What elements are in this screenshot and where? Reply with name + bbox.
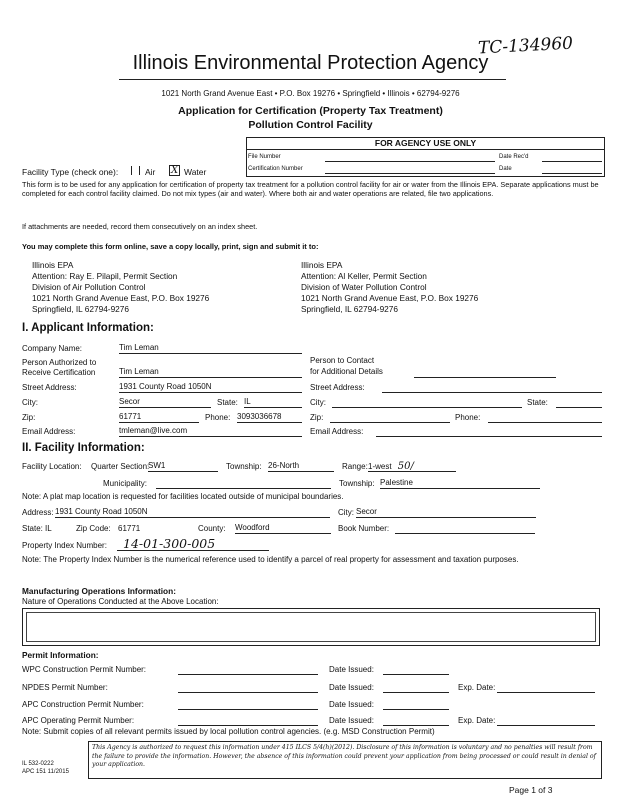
facility-type-label: Facility Type (check one): (22, 167, 119, 177)
book-number-field[interactable] (395, 523, 535, 534)
zip2-label: Zip: (310, 413, 324, 422)
pin-note: Note: The Property Index Number is the numerical reference used to identify a parcel of real property for assessment and taxation purposes. (22, 555, 519, 564)
contact-label-2: for Additional Details (310, 367, 383, 376)
apc-construction-date-label: Date Issued: (329, 700, 374, 709)
pin-label: Property Index Number: (22, 541, 107, 550)
state-label: State: (217, 398, 238, 407)
pin-handwriting: 14-01-300-005 (123, 536, 216, 551)
date-recd-label: Date Rec'd (499, 154, 529, 160)
handwritten-id: TC-134960 (477, 33, 574, 59)
email2-field[interactable] (376, 426, 602, 437)
city-field[interactable]: Secor (119, 397, 211, 408)
state2-label: State: (527, 398, 548, 407)
page-number: Page 1 of 3 (509, 785, 553, 795)
air-address-line: Attention: Ray E. Pilapil, Permit Section (32, 271, 178, 281)
facility-location-label: Facility Location: (22, 462, 82, 471)
apc-construction-field[interactable] (178, 699, 318, 710)
zip-field[interactable]: 61771 (119, 412, 199, 423)
agency-title: Illinois Environmental Protection Agency (132, 52, 489, 74)
disclaimer-box (88, 741, 602, 779)
permit-note: Note: Submit copies of all relevant permits issued by local pollution control agencies. (e.g. MSD Construction Permit) (22, 727, 435, 736)
file-number-label: File Number (248, 154, 281, 160)
authorized-person-field[interactable]: Tim Leman (119, 367, 302, 378)
air-address-line: Springfield, IL 62794-9276 (32, 304, 130, 314)
npdes-permit-label: NPDES Permit Number: (22, 683, 108, 692)
city-label: City: (22, 398, 38, 407)
water-address-line: Springfield, IL 62794-9276 (301, 304, 399, 314)
county-label: County: (198, 524, 226, 533)
municipality-field[interactable] (156, 478, 331, 489)
phone-field[interactable]: 3093036678 (237, 412, 302, 423)
nature-of-operations-label: Nature of Operations Conducted at the Above Location: (22, 597, 219, 606)
submit-instructions: You may complete this form online, save a copy locally, print, sign and submit it to: (22, 242, 319, 251)
agency-use-label: FOR AGENCY USE ONLY (247, 138, 604, 150)
intro-paragraph: This form is to be used for any application for certification of property tax treatment for a pollution control facility for air or water from the Illinois EPA. Separate applications must be completed for each control facility claimed. Do not mix types (air and water). Where both air and water operations are related, file two applications. (22, 180, 599, 198)
disclaimer-text: This Agency is authorized to request this information under 415 ILCS 5/4(h)(2012). Disclosure of this information is voluntary and no penalties will result from the failure to provide the information. However, the absence of this information could prevent your application from being processed or could result in denial of your application. (92, 744, 596, 769)
township-p-field[interactable]: Palestine (380, 478, 540, 489)
air-address-line: 1021 North Grand Avenue East, P.O. Box 19276 (32, 293, 210, 303)
zip-label: Zip: (22, 413, 36, 422)
apc-construction-label: APC Construction Permit Number: (22, 700, 144, 709)
section1-title: I. Applicant Information: (22, 322, 154, 334)
air-address-block (32, 260, 209, 315)
company-name-label: Company Name: (22, 344, 83, 353)
auth-label-2: Receive Certification (22, 368, 96, 377)
email-label: Email Address: (22, 427, 76, 436)
apc-operating-date-label: Date Issued: (329, 716, 374, 725)
range-value: 1-west (368, 462, 392, 471)
date-label: Date (499, 166, 512, 172)
npdes-exp-field[interactable] (497, 682, 595, 693)
street2-field[interactable] (382, 382, 602, 393)
quarter-section-field[interactable]: SW1 (148, 461, 218, 472)
nature-of-operations-input[interactable] (22, 608, 600, 646)
contact-person-field[interactable] (414, 367, 556, 378)
quarter-section-label: Quarter Section: (91, 462, 150, 471)
wpc-date-label: Date Issued: (329, 665, 374, 674)
air-checkbox[interactable] (131, 166, 140, 175)
permit-title: Permit Information: (22, 650, 99, 660)
state2-field[interactable] (556, 397, 602, 408)
facility-city-field[interactable]: Secor (356, 507, 536, 518)
wpc-date-field[interactable] (383, 664, 449, 675)
range-handwriting: 50/ (397, 461, 414, 472)
apc-operating-label: APC Operating Permit Number: (22, 716, 135, 725)
county-field[interactable]: Woodford (235, 523, 331, 534)
auth-label-1: Person Authorized to (22, 358, 97, 367)
apc-operating-exp-field[interactable] (497, 715, 595, 726)
air-address-line: Division of Air Pollution Control (32, 282, 146, 292)
water-address-line: Illinois EPA (301, 260, 343, 270)
phone2-field[interactable] (488, 412, 602, 423)
facility-address-field[interactable]: 1931 County Road 1050N (55, 507, 330, 518)
apc-operating-date-field[interactable] (383, 715, 449, 726)
form-subtitle: Pollution Control Facility (248, 119, 373, 131)
contact-label-1: Person to Contact (310, 356, 375, 365)
street2-label: Street Address: (310, 383, 365, 392)
air-address-line: Illinois EPA (32, 260, 74, 270)
form-id: IL 532-0222 (22, 761, 54, 767)
water-label: Water (184, 167, 207, 177)
water-check-mark: X (170, 165, 179, 176)
wpc-permit-label: WPC Construction Permit Number: (22, 665, 147, 674)
phone2-label: Phone: (455, 413, 481, 422)
water-checkbox[interactable] (169, 165, 180, 176)
wpc-permit-field[interactable] (178, 664, 318, 675)
municipality-label: Municipality: (103, 479, 148, 488)
facility-state-value[interactable]: IL (45, 524, 52, 533)
township-field[interactable]: 26-North (268, 461, 334, 472)
apc-operating-exp-label: Exp. Date: (458, 716, 496, 725)
email-field[interactable]: tmleman@live.com (119, 426, 302, 437)
township-p-label: Township: (339, 479, 375, 488)
cert-number-label: Certification Number (248, 166, 303, 172)
apc-operating-field[interactable] (178, 715, 318, 726)
book-number-label: Book Number: (338, 524, 390, 533)
section2-title: II. Facility Information: (22, 442, 145, 454)
water-address-line: Division of Water Pollution Control (301, 282, 427, 292)
city2-field[interactable] (332, 397, 522, 408)
apc-construction-date-field[interactable] (383, 699, 449, 710)
facility-state-label: State: (22, 524, 43, 533)
pin-field[interactable] (117, 536, 269, 551)
npdes-date-label: Date Issued: (329, 683, 374, 692)
phone-label: Phone: (205, 413, 231, 422)
zip2-field[interactable] (330, 412, 450, 423)
facility-city-label: City: (338, 508, 354, 517)
range-field[interactable] (368, 461, 456, 472)
apc-revision: APC 151 11/2015 (22, 769, 69, 775)
water-address-line: Attention: Al Keller, Permit Section (301, 271, 427, 281)
company-name-field[interactable]: Tim Leman (119, 343, 302, 354)
state-field[interactable]: IL (244, 397, 302, 408)
city2-label: City: (310, 398, 326, 407)
facility-zip-value[interactable]: 61771 (118, 524, 141, 533)
street-field[interactable]: 1931 County Road 1050N (119, 382, 302, 393)
water-address-line: 1021 North Grand Avenue East, P.O. Box 19276 (301, 293, 479, 303)
email2-label: Email Address: (310, 427, 364, 436)
agency-use-box (246, 137, 605, 177)
facility-zip-label: Zip Code: (76, 524, 111, 533)
facility-address-label: Address: (22, 508, 54, 517)
air-label: Air (145, 167, 156, 177)
npdes-exp-label: Exp. Date: (458, 683, 496, 692)
agency-address: 1021 North Grand Avenue East • P.O. Box 19276 • Springfield • Illinois • 62794-9276 (161, 89, 460, 98)
attachments-note: If attachments are needed, record them consecutively on an index sheet. (22, 222, 258, 231)
plat-note: Note: A plat map location is requested for facilities located outside of municipal boundaries. (22, 492, 344, 501)
township-label: Township: (226, 462, 262, 471)
npdes-permit-field[interactable] (178, 682, 318, 693)
range-label: Range: (342, 462, 368, 471)
form-title: Application for Certification (Property Tax Treatment) (178, 105, 443, 117)
street-label: Street Address: (22, 383, 77, 392)
manufacturing-title: Manufacturing Operations Information: (22, 586, 176, 596)
npdes-date-field[interactable] (383, 682, 449, 693)
water-address-block (301, 260, 478, 315)
